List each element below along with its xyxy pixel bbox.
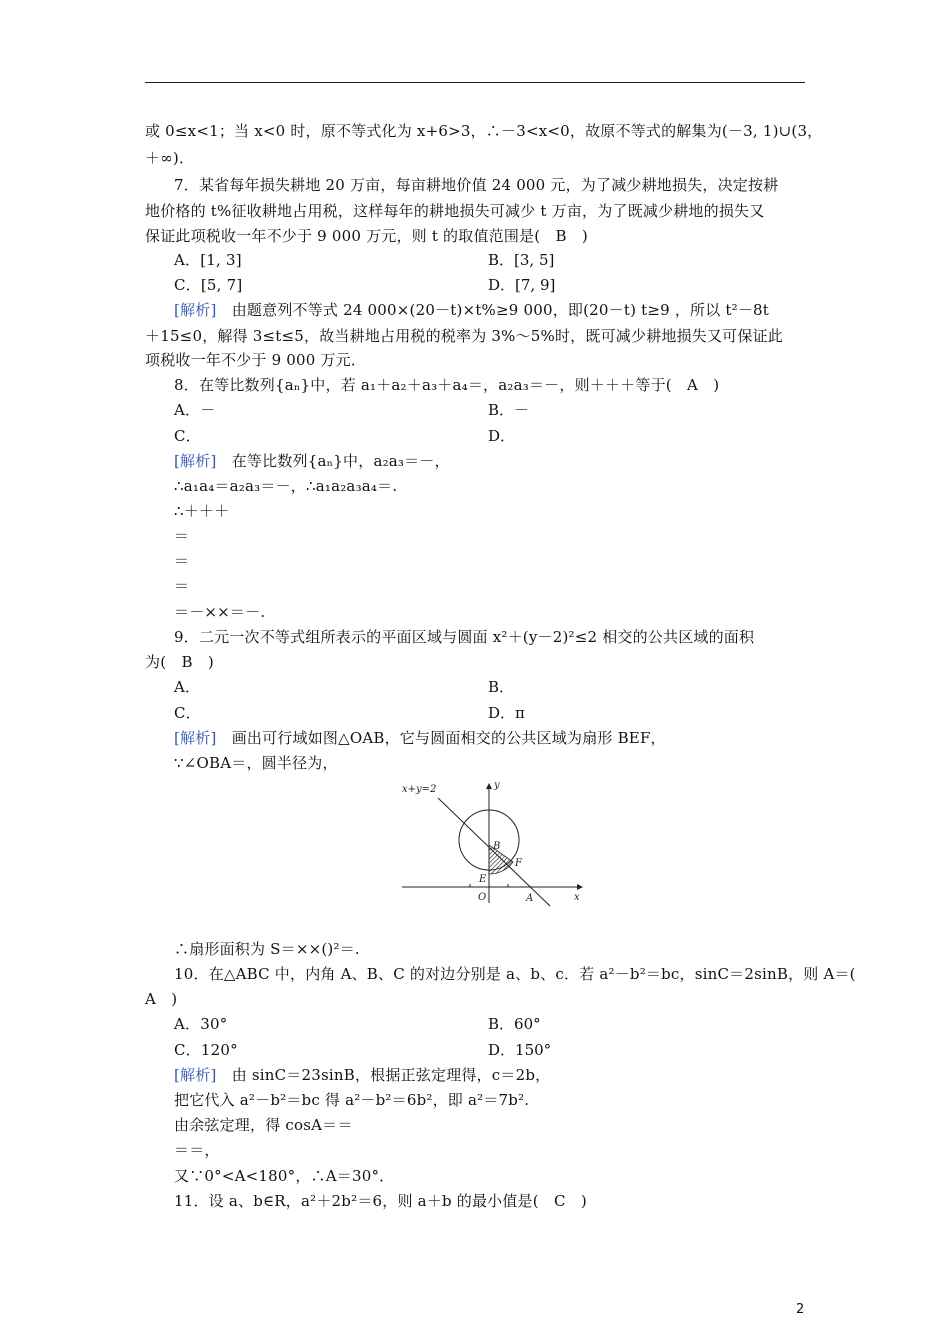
option-c: C．120°: [174, 1041, 238, 1059]
solution-line: [解析] 画出可行域如图△OAB，它与圆面相交的公共区域为扇形 BEF，: [174, 729, 666, 747]
option-c: C．: [174, 704, 201, 722]
x-label: x: [574, 892, 580, 903]
text-line: 把它代入 a²－b²＝bc 得 a²－b²＝6b²，即 a²＝7b².: [174, 1091, 530, 1109]
point-b: B: [493, 841, 501, 852]
analysis-tag: [解析]: [174, 301, 217, 319]
analysis-tag: [解析]: [174, 729, 217, 747]
option-b: B．[3, 5]: [488, 251, 555, 269]
option-a: A．30°: [174, 1015, 228, 1033]
option-a: A．: [174, 678, 201, 696]
text-line: 保证此项税收一年不少于 9 000 万元，则 t 的取值范围是( B ): [145, 227, 588, 245]
option-b: B．: [488, 678, 515, 696]
text-line: 或 0≤x<1；当 x<0 时，原不等式化为 x+6>3，∴－3<x<0，故原不等式的解集为(－3, 1)∪(3，: [145, 122, 823, 140]
question-9: 9．二元一次不等式组所表示的平面区域与圆面 x²＋(y－2)²≤2 相交的公共区域的面积: [174, 628, 755, 646]
analysis-tag: [解析]: [174, 452, 217, 470]
text-line: ∴a₁a₄＝a₂a₃＝－，∴a₁a₂a₃a₄＝.: [174, 477, 398, 495]
y-label: y: [494, 780, 500, 791]
question-8: 8．在等比数列{aₙ}中，若 a₁＋a₂＋a₃＋a₄＝，a₂a₃＝－，则＋＋＋等于( A ): [174, 376, 720, 394]
text-line: A ): [145, 990, 178, 1008]
option-d: D．150°: [488, 1041, 552, 1059]
text-line: ＝: [174, 527, 190, 545]
option-a: A．－: [174, 401, 216, 419]
solution-line: [解析] 由 sinC＝23sinB，根据正弦定理得，c＝2b，: [174, 1066, 551, 1084]
text-line: ∴＋＋＋: [174, 502, 230, 520]
analysis-tag: [解析]: [174, 1066, 217, 1084]
line-label: x+y=2: [402, 784, 437, 795]
option-b: B．－: [488, 401, 530, 419]
question-10: 10．在△ABC 中，内角 A、B、C 的对边分别是 a、b、c．若 a²－b²＝bc，sinC＝2sinB，则 A＝(: [174, 965, 856, 983]
point-a: A: [526, 893, 534, 904]
option-b: B．60°: [488, 1015, 541, 1033]
option-c: C．[5, 7]: [174, 276, 243, 294]
question-11: 11．设 a、b∈R，a²＋2b²＝6，则 a＋b 的最小值是( C ): [174, 1192, 587, 1210]
option-c: C．: [174, 427, 201, 445]
point-e: E: [479, 874, 487, 885]
option-d: D．: [488, 427, 516, 445]
text-line: ＝＝，: [174, 1141, 220, 1159]
text-line: ＋15≤0，解得 3≤t≤5，故当耕地占用税的税率为 3%～5%时，既可减少耕地损失又可保证此: [145, 327, 783, 345]
text-line: 为( B ): [145, 653, 214, 671]
page-number: 2: [796, 1302, 805, 1317]
point-f: F: [515, 858, 522, 869]
text-line: ＋∞)．: [145, 149, 195, 167]
text-line: 由余弦定理，得 cosA＝＝: [174, 1116, 353, 1134]
text-line: ＝－××＝－.: [174, 603, 266, 621]
text-line: ∵∠OBA＝，圆半径为，: [174, 754, 338, 772]
header-rule: [145, 82, 805, 83]
option-d: D．[7, 9]: [488, 276, 556, 294]
text-line: 又∵0°<A<180°，∴A＝30°．: [174, 1167, 395, 1185]
feasible-region-figure: [400, 778, 590, 908]
option-d: D．π: [488, 704, 525, 722]
text-line: ∴扇形面积为 S＝××()²＝.: [174, 940, 360, 958]
text-line: 地价格的 t%征收耕地占用税，这样每年的耕地损失可减少 t 万亩，为了既减少耕地的损失又: [145, 202, 765, 220]
point-o: O: [478, 892, 487, 903]
option-a: A．[1, 3]: [174, 251, 242, 269]
text-line: ＝: [174, 577, 190, 595]
text-line: ＝: [174, 552, 190, 570]
solution-line: [解析] 在等比数列{aₙ}中，a₂a₃＝－，: [174, 452, 450, 470]
solution-line: [解析] 由题意列不等式 24 000×(20－t)×t%≥9 000，即(20－t) t≥9 ，所以 t²－8t: [174, 301, 769, 319]
text-line: 项税收一年不少于 9 000 万元．: [145, 351, 367, 369]
question-7: 7．某省每年损失耕地 20 万亩，每亩耕地价值 24 000 元，为了减少耕地损失，决定按耕: [174, 176, 779, 194]
